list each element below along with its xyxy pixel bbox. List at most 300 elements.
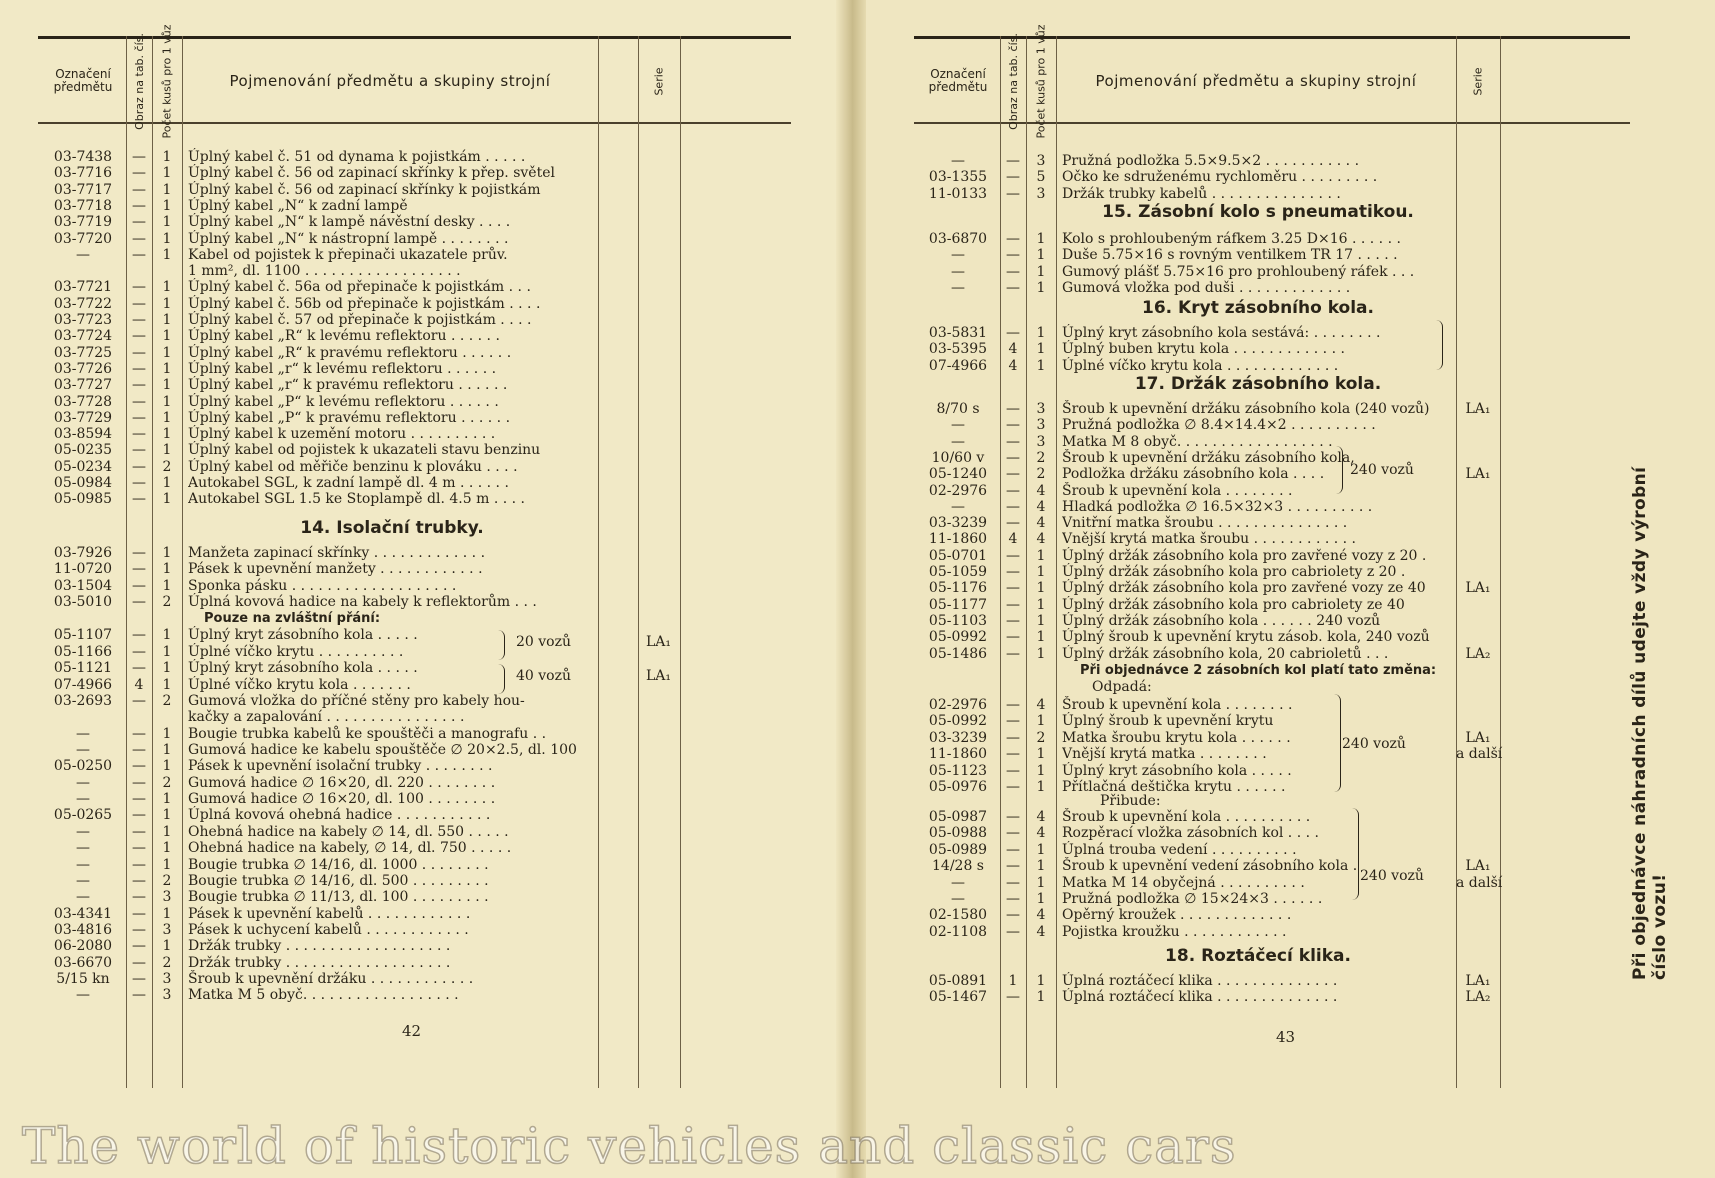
cell-name: Šroub k upevnění držáku . . . . . . . . . . . . [188, 970, 474, 987]
cell-name: Sponka pásku . . . . . . . . . . . . . . . . . . . [188, 577, 457, 594]
cell-fig: — [132, 742, 146, 759]
cell-qty: 2 [162, 872, 172, 889]
cell-name: Pásek k upevnění manžety . . . . . . . . . . . . [188, 561, 483, 578]
cell-fig: — [132, 475, 146, 491]
cell-name: Úplný kabel od pojistek k ukazateli stavu benzinu [188, 442, 541, 459]
cell-qty: 1 [162, 360, 172, 377]
cell-qty: 1 [162, 643, 172, 660]
table-row [914, 824, 1630, 842]
cell-fig: — [1006, 779, 1020, 795]
cell-qty: 1 [162, 149, 172, 165]
cell-name: Bougie trubka ∅ 14/16, dl. 500 . . . . . . . . . [188, 872, 489, 889]
section-title: 17. Držák zásobního kola. [1134, 374, 1382, 394]
table-row [38, 757, 791, 775]
table-row [914, 563, 1630, 581]
cell-code: 03-7718 [53, 197, 113, 214]
cell-code: 05-1177 [928, 596, 988, 613]
cell-name: Úplný držák zásobního kola . . . . . . 240 vozů [1062, 612, 1381, 629]
table-row [38, 360, 791, 378]
cell-name: Držák trubky kabelů . . . . . . . . . . . . . . . [1062, 185, 1341, 202]
table-row [38, 676, 791, 694]
cell-fig: — [132, 791, 146, 808]
cell-ser: LA₁ [1465, 729, 1491, 746]
cell-name: Úplný držák zásobního kola pro cabriolety z 20 . [1062, 564, 1406, 580]
header-code: Označení předmětu [928, 67, 988, 94]
cell-fig: — [132, 660, 146, 676]
table-row [38, 441, 791, 459]
cell-name: Gumová hadice ke kabelu spouštěče ∅ 20×2.5, dl. 100 [188, 742, 577, 759]
cell-code: 05-0987 [928, 809, 988, 825]
cell-qty: 1 [162, 627, 172, 643]
cell-fig: — [1006, 325, 1020, 341]
group-label: 40 vozů [516, 668, 571, 684]
cell-code: 05-0235 [53, 442, 113, 459]
watermark-tagline: The world of historic vehicles and classic cars [22, 1117, 1237, 1175]
cell-fig: — [132, 442, 146, 459]
table-row [38, 213, 791, 231]
table-row [38, 544, 791, 562]
cell-code: — [951, 874, 965, 891]
cell-code: 03-4816 [53, 921, 113, 938]
table-row [914, 778, 1630, 796]
cell-name: Úplný držák zásobního kola, 20 cabrioletů . . . [1062, 645, 1389, 662]
cell-qty: 2 [162, 693, 172, 709]
cell-qty: 1 [162, 545, 172, 561]
cell-qty: 1 [1036, 357, 1046, 374]
cell-code: 03-5395 [928, 341, 988, 358]
cell-code: 11-0133 [928, 185, 988, 202]
table-row [38, 344, 791, 362]
cell-qty: 3 [162, 987, 172, 1004]
cell-code: 07-4966 [928, 357, 988, 374]
cell-fig: — [132, 643, 146, 660]
cell-name: Úplný kabel k uzemění motoru . . . . . . . . . . [188, 426, 496, 443]
right-parts-table [914, 23, 1630, 1088]
table-row [914, 696, 1630, 714]
cell-code: — [951, 153, 965, 169]
cell-code: — [76, 889, 90, 906]
group-label: LA₁ [646, 634, 672, 650]
cell-qty: 4 [1036, 515, 1046, 532]
header-rule [38, 122, 791, 124]
group-label: 20 vozů [516, 634, 571, 650]
cell-code: — [951, 417, 965, 434]
cell-code: — [76, 856, 90, 873]
cell-qty: 3 [1036, 401, 1046, 417]
cell-fig: — [132, 987, 146, 1004]
cell-code: 03-5831 [928, 325, 988, 341]
cell-qty: 1 [1036, 779, 1046, 795]
cell-fig: — [1006, 809, 1020, 825]
cell-code: 02-2976 [928, 697, 988, 713]
cell-fig: — [1006, 449, 1020, 466]
cell-name: Přítlačná deštička krytu . . . . . . [1062, 779, 1286, 795]
table-row [38, 872, 791, 890]
cell-name: Úplný kabel č. 56a od přepinače k pojistkám . . . [188, 279, 531, 296]
cell-ser: LA₁ [1465, 973, 1491, 989]
cell-fig: — [1006, 169, 1020, 186]
header-fig: Obraz na tab. čís. [132, 32, 146, 130]
group-label: 240 vozů [1360, 868, 1424, 884]
cell-code: 07-4966 [53, 676, 113, 693]
cell-code: 03-6670 [53, 954, 113, 971]
top-rule [914, 36, 1630, 39]
cell-fig: — [132, 970, 146, 987]
cell-name: Úplný šroub k upevnění krytu [1062, 713, 1274, 730]
cell-qty: 1 [1036, 612, 1046, 629]
cell-name: Úplná roztáčecí klika . . . . . . . . . . . . . . [1062, 989, 1338, 1006]
cell-name: Gumová vložka do příčné stěny pro kabely hou- [188, 693, 525, 709]
cell-name: Úplný kryt zásobního kola . . . . . [188, 627, 418, 643]
table-row [914, 628, 1630, 646]
table-row [914, 530, 1630, 548]
cell-qty: 4 [1036, 482, 1046, 499]
table-row [38, 954, 791, 972]
cell-fig: — [1006, 858, 1020, 875]
cell-fig: — [132, 823, 146, 840]
table-row [38, 806, 791, 824]
cell-name: Bougie trubka ∅ 14/16, dl. 1000 . . . . . . . . [188, 856, 489, 873]
table-row [38, 393, 791, 411]
cell-qty: 1 [162, 344, 172, 361]
cell-code: 10/60 v [931, 449, 985, 466]
table-row [38, 659, 791, 677]
cell-code: 03-1355 [928, 169, 988, 186]
cell-code: 03-7717 [53, 181, 113, 198]
cell-fig: — [132, 165, 146, 182]
table-row [38, 905, 791, 923]
table-row [914, 857, 1630, 875]
table-row [38, 230, 791, 248]
table-row [38, 626, 791, 644]
cell-fig: — [1006, 401, 1020, 417]
cell-fig: — [132, 230, 146, 247]
cell-qty: 1 [1036, 547, 1046, 564]
cell-name: Pojistka kroužku . . . . . . . . . . . . [1062, 923, 1287, 940]
cell-fig: — [1006, 746, 1020, 763]
header-rule [914, 122, 1630, 124]
cell-qty: 1 [1036, 564, 1046, 580]
group-brace [1336, 446, 1343, 494]
table-row [914, 547, 1630, 565]
cell-name: Pružná podložka ∅ 15×24×3 . . . . . . [1062, 891, 1323, 907]
cell-fig: — [132, 545, 146, 561]
header-series: Serie [1471, 66, 1485, 96]
cell-name: Duše 5.75×16 s rovným ventilkem TR 17 . . . . . [1062, 247, 1398, 264]
cell-code: 11-1860 [928, 531, 988, 548]
cell-name: Pružná podložka 5.5×9.5×2 . . . . . . . . . . . [1062, 153, 1360, 169]
cell-ser: a další [1456, 874, 1503, 891]
table-row [38, 774, 791, 792]
cell-name: Ohebná hadice na kabely, ∅ 14, dl. 750 . . . . . [188, 840, 512, 857]
cell-name: Gumová hadice ∅ 16×20, dl. 100 . . . . . . . . [188, 791, 496, 808]
cell-code: 03-7728 [53, 393, 113, 410]
table-row [914, 514, 1630, 532]
cell-code: 03-7721 [53, 279, 113, 296]
cell-name: Matka šroubu krytu kola . . . . . . [1062, 729, 1291, 746]
cell-fig: — [1006, 564, 1020, 580]
cell-code: 05-1107 [53, 627, 113, 643]
cell-fig: — [1006, 580, 1020, 597]
cell-fig: — [132, 856, 146, 873]
table-row [914, 972, 1630, 990]
label-line: Pouze na zvláštní přání: [204, 611, 381, 626]
table-row [38, 490, 791, 508]
cell-code: 03-3239 [928, 515, 988, 532]
section-title: 15. Zásobní kolo s pneumatikou. [1102, 202, 1414, 222]
cell-fig: — [132, 905, 146, 922]
cell-qty: 1 [162, 377, 172, 394]
cell-qty: 1 [162, 181, 172, 198]
cell-qty: 1 [162, 840, 172, 857]
cell-name: Vnější krytá matka šroubu . . . . . . . . . . . . [1062, 531, 1357, 548]
cell-name: Gumový plášť 5.75×16 pro prohloubený ráfek . . . [1062, 263, 1415, 280]
cell-fig: — [1006, 874, 1020, 891]
cell-qty: 1 [162, 295, 172, 312]
cell-code: 03-7724 [53, 328, 113, 345]
cell-code: 05-0992 [928, 713, 988, 730]
cell-fig: — [1006, 263, 1020, 280]
cell-code: 05-1059 [928, 564, 988, 580]
cell-fig: — [132, 312, 146, 328]
cell-ser: a další [1456, 746, 1503, 763]
cell-name: Pásek k upevnění kabelů . . . . . . . . . . . . [188, 905, 471, 922]
cell-name: Šroub k upevnění kola . . . . . . . . [1062, 482, 1293, 499]
cell-name: Úplný kabel „N“ k zadní lampě [188, 197, 408, 214]
table-row [38, 839, 791, 857]
cell-fig: — [1006, 247, 1020, 264]
cell-code: 05-1103 [928, 612, 988, 629]
cell-code: 05-0701 [928, 547, 988, 564]
cell-name: Úplná kovová hadice na kabely k reflektorům . . . [188, 593, 537, 610]
table-row [914, 185, 1630, 203]
cell-fig: — [132, 181, 146, 198]
cell-name: Matka M 5 obyč. . . . . . . . . . . . . . . . . . [188, 987, 459, 1004]
cell-fig: — [132, 954, 146, 971]
cell-fig: — [132, 409, 146, 426]
cell-qty: 3 [162, 921, 172, 938]
cell-name: Šroub k upevnění kola . . . . . . . . . . [1062, 809, 1311, 825]
cell-name: Matka M 14 obyčejná . . . . . . . . . . [1062, 874, 1305, 891]
cell-fig: — [132, 872, 146, 889]
cell-qty: 1 [162, 676, 172, 693]
cell-fig: — [132, 377, 146, 394]
cell-qty: 1 [1036, 580, 1046, 597]
table-row [38, 577, 791, 595]
cell-qty: 1 [162, 791, 172, 808]
cell-name: Vnitřní matka šroubu . . . . . . . . . . . . . . . [1062, 515, 1348, 532]
cell-code: 05-0984 [53, 475, 113, 491]
cell-fig: — [1006, 515, 1020, 532]
cell-name: Bougie trubka ∅ 11/13, dl. 100 . . . . . . . . . [188, 889, 489, 906]
cell-code: 03-7720 [53, 230, 113, 247]
cell-name: Držák trubky . . . . . . . . . . . . . . . . . . . [188, 954, 451, 971]
cell-fig: — [132, 593, 146, 610]
table-row [914, 246, 1630, 264]
cell-name: Úplný kryt zásobního kola . . . . . [188, 660, 418, 676]
cell-qty: 1 [1036, 596, 1046, 613]
cell-fig: — [132, 214, 146, 231]
cell-fig: — [132, 360, 146, 377]
cell-qty: 1 [1036, 325, 1046, 341]
cell-name: Úplný kabel „r“ k levému reflektoru . . . . . . [188, 360, 497, 377]
cell-fig: — [1006, 989, 1020, 1006]
cell-code: — [76, 725, 90, 742]
cell-code: — [951, 247, 965, 264]
cell-name: Úplný kabel „N“ k lampě návěstní desky . . . . [188, 214, 511, 231]
cell-qty: 1 [1036, 247, 1046, 264]
cell-code: 03-7438 [53, 149, 113, 165]
cell-name: Pásek k uchycení kabelů . . . . . . . . . . . . [188, 921, 469, 938]
cell-name: Šroub k upevnění vedení zásobního kola . [1062, 858, 1358, 875]
cell-code: 06-2080 [53, 938, 113, 955]
cell-qty: 1 [1036, 891, 1046, 907]
cell-code: 11-1860 [928, 746, 988, 763]
cell-code: — [951, 433, 965, 450]
cell-fig: — [1006, 153, 1020, 169]
table-row [38, 425, 791, 443]
table-row [914, 416, 1630, 434]
table-row [914, 465, 1630, 483]
cell-code: 05-0985 [53, 491, 113, 508]
cell-ser: LA₁ [1465, 580, 1491, 597]
cell-name: Úplný buben krytu kola . . . . . . . . . . . . . [1062, 341, 1345, 358]
cell-code: — [951, 263, 965, 280]
cell-qty: 1 [1036, 645, 1046, 662]
cell-ser: LA₂ [1465, 989, 1491, 1006]
cell-qty: 4 [1036, 809, 1046, 825]
section-title: 18. Roztáčecí klika. [1165, 946, 1351, 966]
cell-fig: — [1006, 841, 1020, 858]
cell-code: 5/15 kn [56, 970, 110, 987]
cell-qty: 3 [1036, 417, 1046, 434]
cell-name: Úplný kabel „P“ k pravému reflektoru . . . . . . [188, 409, 511, 426]
table-row [38, 888, 791, 906]
cell-qty: 1 [162, 856, 172, 873]
cell-name: Úplný kabel č. 56 od zapinací skřínky k přep. světel [188, 165, 555, 182]
cell-qty: 1 [1036, 841, 1046, 858]
cell-qty: 1 [162, 214, 172, 231]
header-series: Serie [652, 66, 666, 96]
cell-code: 02-2976 [928, 482, 988, 499]
table-row [914, 357, 1630, 375]
header-fig: Obraz na tab. čís. [1006, 32, 1020, 130]
cell-fig: — [1006, 729, 1020, 746]
cell-name: Šroub k upevnění kola . . . . . . . . [1062, 697, 1293, 713]
table-row [38, 458, 791, 476]
cell-fig: 4 [134, 676, 144, 693]
top-rule [38, 36, 791, 39]
cell-qty: 1 [1036, 341, 1046, 358]
cell-code: 05-0976 [928, 779, 988, 795]
cell-name: Úplný kryt zásobního kola sestává: . . . . . . . . [1062, 325, 1381, 341]
table-row [38, 246, 791, 264]
cell-qty: 1 [162, 725, 172, 742]
table-row [38, 474, 791, 492]
table-row [38, 937, 791, 955]
cell-name: Úplný šroub k upevnění krytu zásob. kola, 240 vozů [1062, 629, 1430, 646]
cell-qty: 4 [1036, 923, 1046, 940]
cell-name: Úplná roztáčecí klika . . . . . . . . . . . . . . [1062, 973, 1338, 989]
cell-fig: — [132, 458, 146, 475]
cell-name: Rozpěrací vložka zásobních kol . . . . [1062, 825, 1319, 842]
table-row [914, 923, 1630, 941]
table-row [38, 970, 791, 988]
cell-code: 03-1504 [53, 577, 113, 594]
table-row [38, 708, 791, 726]
table-row [914, 596, 1630, 614]
table-row [38, 148, 791, 166]
header-name: Pojmenování předmětu a skupiny strojní [1095, 71, 1417, 90]
cell-fig: — [132, 758, 146, 775]
table-row [914, 400, 1630, 418]
cell-name: Autokabel SGL 1.5 ke Stoplampě dl. 4.5 m . . . . [188, 491, 525, 508]
cell-name: Pásek k upevnění isolační trubky . . . . . . . . [188, 758, 493, 775]
cell-code: 02-1580 [928, 907, 988, 924]
table-row [914, 808, 1630, 826]
cell-code: — [76, 742, 90, 759]
cell-qty: 4 [1036, 697, 1046, 713]
table-row [914, 906, 1630, 924]
cell-ser: LA₁ [1465, 858, 1491, 875]
cell-qty: 1 [162, 561, 172, 578]
cell-code: 05-1166 [53, 643, 113, 660]
table-row [38, 560, 791, 578]
cell-qty: 1 [162, 938, 172, 955]
table-row [38, 986, 791, 1004]
cell-name: Úplná trouba vedení . . . . . . . . . . [1062, 841, 1297, 858]
cell-code: 03-7723 [53, 312, 113, 328]
cell-qty: 1 [162, 197, 172, 214]
cell-qty: 1 [162, 328, 172, 345]
cell-code: 03-7726 [53, 360, 113, 377]
table-row [38, 921, 791, 939]
cell-fig: — [132, 426, 146, 443]
cell-code: 05-1176 [928, 580, 988, 597]
cell-code: 05-0234 [53, 458, 113, 475]
cell-qty: 1 [1036, 629, 1046, 646]
cell-name: Gumová vložka pod duši . . . . . . . . . . . . . [1062, 279, 1351, 296]
table-row [914, 612, 1630, 630]
cell-fig: — [1006, 279, 1020, 296]
cell-name: Očko ke sdruženému rychloměru . . . . . . . . . [1062, 169, 1378, 186]
cell-fig: — [132, 246, 146, 263]
cell-qty: 2 [162, 774, 172, 791]
cell-fig: — [1006, 825, 1020, 842]
cell-code: 05-0989 [928, 841, 988, 858]
cell-fig: 4 [1008, 531, 1018, 548]
cell-name: Hladká podložka ∅ 16.5×32×3 . . . . . . . . . . [1062, 498, 1373, 515]
cell-qty: 4 [1036, 907, 1046, 924]
cell-fig: — [132, 840, 146, 857]
table-row [38, 409, 791, 427]
header-code: Označení předmětu [53, 67, 113, 94]
cell-name: Úplný kabel „N“ k nástropní lampě . . . . . . . . [188, 230, 509, 247]
cell-name: 1 mm², dl. 1100 . . . . . . . . . . . . . . . . . . [188, 263, 461, 280]
page-number-right: 43 [1276, 1028, 1296, 1046]
cell-fig: — [132, 197, 146, 214]
cell-fig: — [1006, 891, 1020, 907]
cell-qty: 1 [162, 312, 172, 328]
cell-fig: — [1006, 645, 1020, 662]
cell-code: 05-0988 [928, 825, 988, 842]
table-row [38, 164, 791, 182]
cell-qty: 2 [162, 458, 172, 475]
cell-qty: 1 [1036, 746, 1046, 763]
cell-qty: 1 [162, 230, 172, 247]
cell-code: — [76, 246, 90, 263]
table-row [38, 295, 791, 313]
